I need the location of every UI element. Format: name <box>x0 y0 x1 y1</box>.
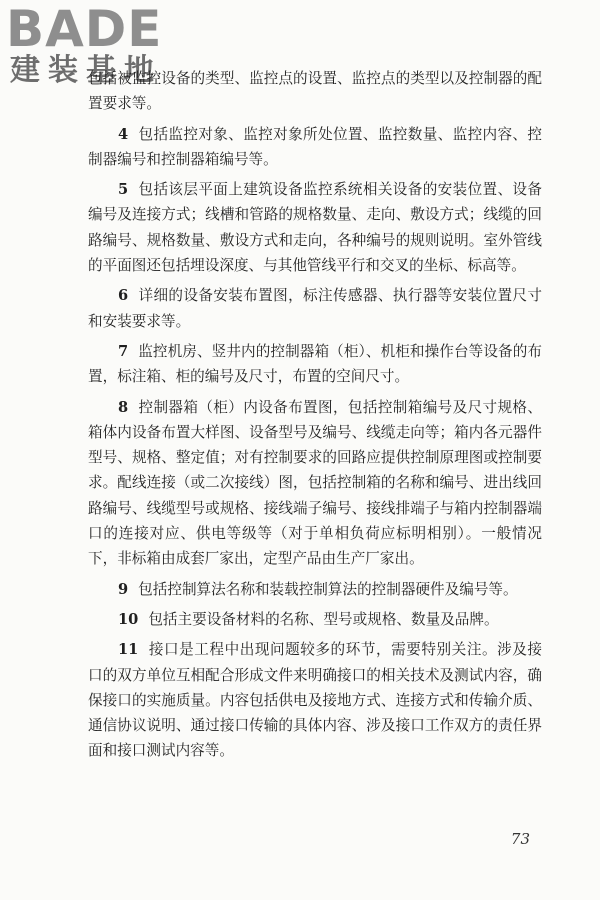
item-number: 8 <box>118 398 129 416</box>
paragraph-item-6 <box>88 283 542 334</box>
item-number: 6 <box>118 287 129 305</box>
logo-subtitle: 建装基地 <box>10 53 162 88</box>
paragraph-text: 包括该层平面上建筑设备监控系统相关设备的安装位置、设备编号及连接方式；线槽和管路的规格数量、走向、敷设方式；线缆的回路编号、规格数量、敷设方式和走向，各种编号的规则说明。室外管线的平面图还包括埋设深度、与其他管线平行和交叉的坐标、标高等。 <box>88 181 542 275</box>
item-number: 7 <box>118 342 129 360</box>
paragraph-text: 包括主要设备材料的名称、型号或规格、数量及品牌。 <box>148 610 499 628</box>
paragraph-continued <box>88 66 542 117</box>
paragraph-text: 包括控制算法名称和装载控制算法的控制器硬件及编号等。 <box>138 580 518 598</box>
logo-word: BADE <box>6 0 163 58</box>
paragraph-item-7 <box>88 339 542 390</box>
paragraph-item-4 <box>88 122 542 173</box>
item-number: 5 <box>118 181 129 199</box>
paragraph-text: 详细的设备安装布置图，标注传感器、执行器等安装位置尺寸和安装要求等。 <box>88 287 542 330</box>
paragraph-item-9 <box>88 577 542 602</box>
paragraph-text: 监控机房、竖井内的控制器箱（柜）、机柜和操作台等设备的布置，标注箱、柜的编号及尺寸，布置的空间尺寸。 <box>88 342 542 386</box>
paragraph-item-8 <box>88 395 542 572</box>
paragraph-item-5 <box>88 177 542 278</box>
paragraph-text: 控制器箱（柜）内设备布置图，包括控制箱编号及尺寸规格、箱体内设备布置大样图、设备型号及编号、线缆走向等；箱内各元器件型号、规格、整定值；对有控制要求的回路应提供控制原理图或控制要求。配线连接（或二次接线）图，包括控制箱的名称和编号、进出线回路编号、线缆型号或规格、接线端子编号、接线排端子与箱内控制器端口的连接对应、供电等级等（对于单相负荷应标明相别）。一般情况下，非标箱由成套厂家出，定型产品由生产厂家出。 <box>88 398 542 568</box>
paragraph-text: 包括监控对象、监控对象所处位置、监控数量、监控内容、控制器编号和控制器箱编号等。 <box>88 125 542 168</box>
paragraph-text: 包括被监控设备的类型、监控点的设置、监控点的类型以及控制器的配置要求等。 <box>88 70 542 113</box>
paragraph-item-10 <box>88 607 542 632</box>
item-number: 10 <box>118 610 139 628</box>
paragraph-item-11 <box>88 637 542 763</box>
item-number: 11 <box>118 641 139 659</box>
paragraph-text: 接口是工程中出现问题较多的环节，需要特别关注。涉及接口的双方单位互相配合形成文件来明确接口的相关技术及测试内容，确保接口的实施质量。内容包括供电及接地方式、连接方式和传输介质、通信协议说明、通过接口传输的具体内容、涉及接口工作双方的责任界面和接口测试内容等。 <box>88 641 542 760</box>
page-number: 73 <box>510 830 530 848</box>
document-body <box>88 66 542 769</box>
item-number: 4 <box>118 125 129 143</box>
item-number: 9 <box>118 580 129 598</box>
